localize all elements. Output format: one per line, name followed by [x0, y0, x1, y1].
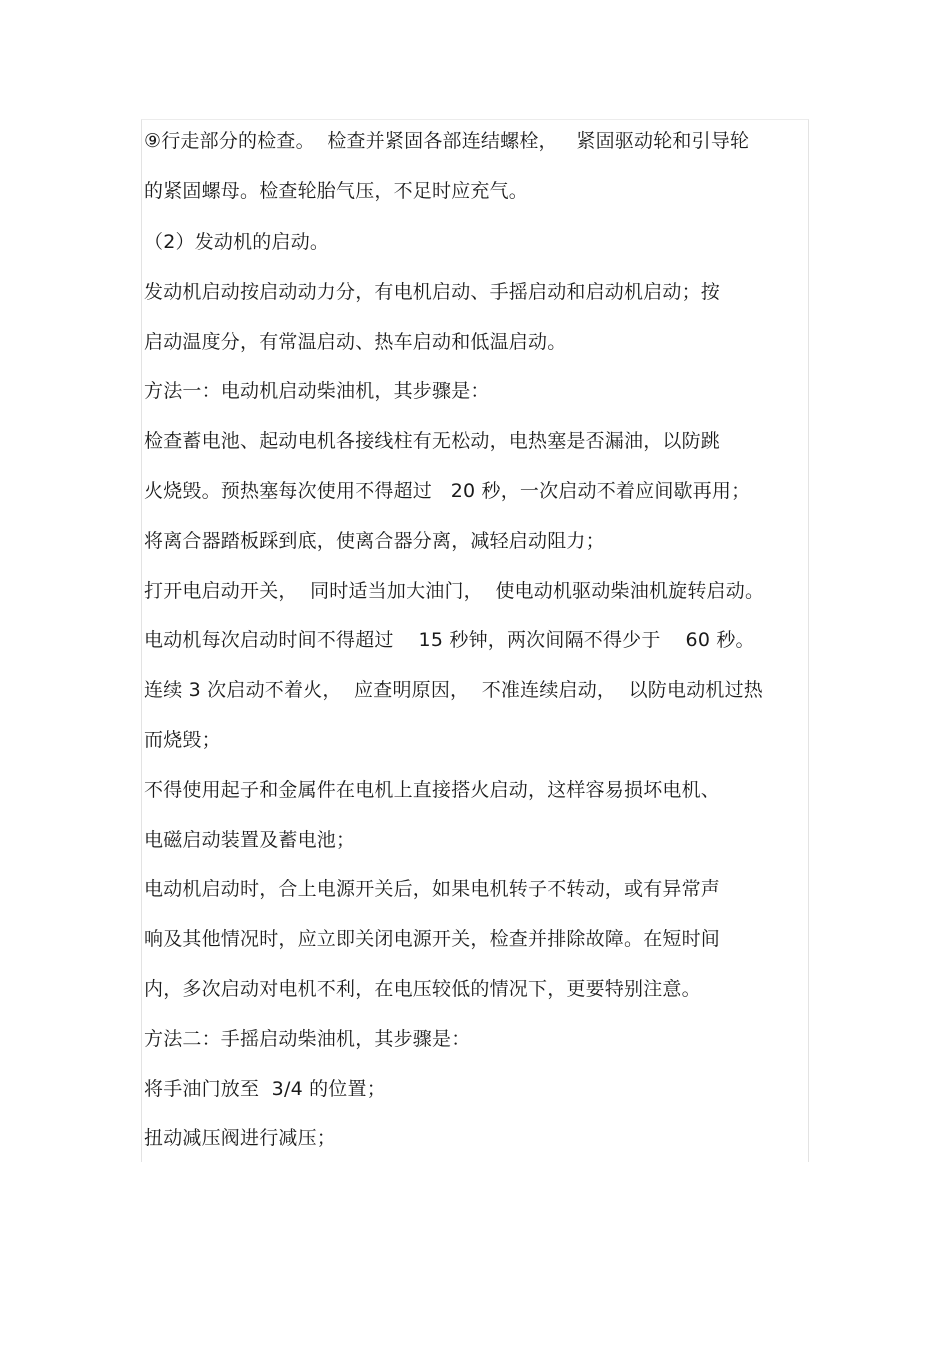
text-line: 不得使用起子和金属件在电机上直接搭火启动，这样容易损坏电机、 — [144, 779, 721, 801]
text-line: 启动温度分，有常温启动、热车启动和低温启动。 — [144, 331, 567, 353]
text-line: 电动机启动时，合上电源开关后，如果电机转子不转动，或有异常声 — [144, 878, 721, 900]
text-line: ⑨行走部分的检查。 检查并紧固各部连结螺栓， 紧固驱动轮和引导轮 — [144, 130, 750, 152]
text-line: 扭动减压阀进行减压； — [144, 1127, 337, 1149]
text-line: 检查蓄电池、起动电机各接线柱有无松动，电热塞是否漏油，以防跳 — [144, 430, 721, 452]
section-heading: （2）发动机的启动。 — [144, 231, 330, 253]
text-line: 将离合器踏板踩到底，使离合器分离，减轻启动阻力； — [144, 530, 605, 552]
method-heading: 方法二：手摇启动柴油机，其步骤是： — [144, 1028, 471, 1050]
text-line: 打开电启动开关， 同时适当加大油门， 使电动机驱动柴油机旋转启动。 — [144, 580, 765, 602]
text-line: 火烧毁。预热塞每次使用不得超过 20 秒，一次启动不着应间歇再用； — [144, 480, 751, 502]
text-line: 将手油门放至 3/4 的位置； — [144, 1078, 386, 1100]
text-line: 响及其他情况时，应立即关闭电源开关，检查并排除故障。在短时间 — [144, 928, 721, 950]
text-line: 内，多次启动对电机不利，在电压较低的情况下，更要特别注意。 — [144, 978, 701, 1000]
text-line: 电动机每次启动时间不得超过 15 秒钟，两次间隔不得少于 60 秒。 — [144, 629, 755, 651]
method-heading: 方法一：电动机启动柴油机，其步骤是： — [144, 380, 490, 402]
text-line: 而烧毁； — [144, 729, 221, 751]
text-line: 的紧固螺母。检查轮胎气压，不足时应充气。 — [144, 180, 529, 202]
text-line: 发动机启动按启动动力分，有电机启动、手摇启动和启动机启动；按 — [144, 281, 721, 303]
text-line: 电磁启动装置及蓄电池； — [144, 829, 356, 851]
text-line: 连续 3 次启动不着火， 应查明原因， 不准连续启动， 以防电动机过热 — [144, 679, 764, 701]
